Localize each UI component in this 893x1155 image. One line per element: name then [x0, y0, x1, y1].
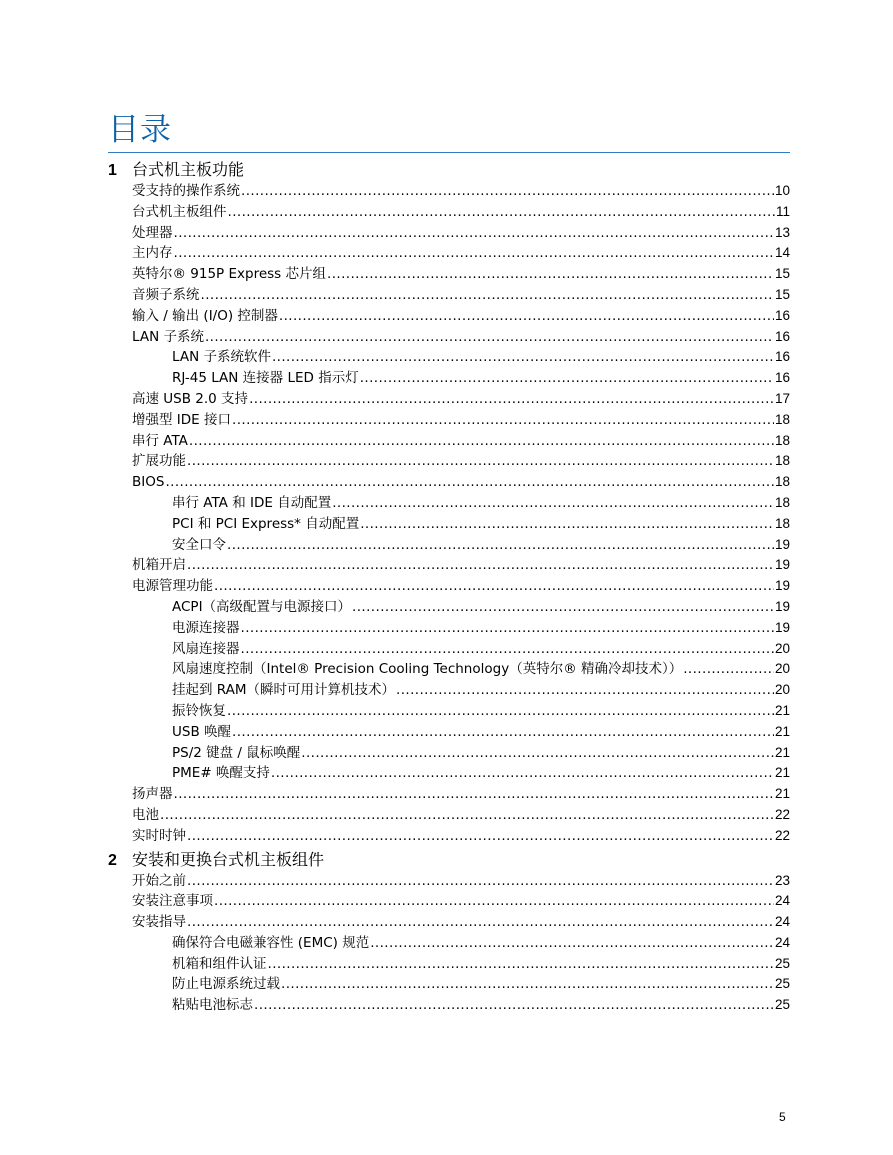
toc-entry-label: 英特尔® 915P Express 芯片组: [132, 266, 326, 283]
toc-entry-label: RJ-45 LAN 连接器 LED 指示灯: [172, 370, 359, 387]
dot-leader: [370, 933, 774, 954]
toc-entry-page: 19: [774, 598, 790, 614]
dot-leader: [271, 763, 774, 784]
toc-entry-page: 24: [774, 934, 790, 950]
toc-entry-page: 18: [774, 453, 790, 469]
toc-entry[interactable]: [108, 223, 790, 244]
toc-entry-page: 19: [774, 578, 790, 594]
dot-leader: [189, 431, 774, 452]
dot-leader: [174, 223, 774, 244]
toc-entry-label: 电源连接器: [172, 619, 240, 636]
toc-entry[interactable]: [108, 933, 790, 954]
toc-entry-page: 13: [774, 224, 790, 240]
dot-leader: [187, 871, 774, 892]
toc-entry-page: 14: [774, 245, 790, 261]
toc-entry-page: 24: [774, 893, 790, 909]
dot-leader: [241, 618, 774, 639]
toc-entry[interactable]: [108, 243, 790, 264]
toc-entry-page: 21: [774, 702, 790, 718]
toc-entry-label: 实时时钟: [132, 827, 186, 844]
toc-entry-page: 23: [774, 872, 790, 888]
toc-entry-page: 18: [774, 432, 790, 448]
dot-leader: [205, 327, 774, 348]
dot-leader: [187, 451, 774, 472]
dot-leader: [214, 891, 774, 912]
title-rule: [108, 152, 790, 153]
toc-entry-page: 21: [774, 723, 790, 739]
toc-entry[interactable]: [108, 202, 790, 223]
dot-leader: [683, 659, 774, 680]
toc-entry-page: 20: [774, 661, 790, 677]
dot-leader: [352, 597, 774, 618]
toc-entry[interactable]: [108, 264, 790, 285]
toc-entry-page: 18: [774, 474, 790, 490]
toc-entry-page: 22: [774, 806, 790, 822]
toc-entry-page: 18: [774, 494, 790, 510]
toc-entry-page: 11: [775, 203, 790, 219]
chapter-number: 2: [108, 851, 117, 869]
toc-entry-label: 扩展功能: [132, 453, 186, 470]
toc-entry[interactable]: [108, 555, 790, 576]
toc-entry-page: 20: [774, 682, 790, 698]
toc-entry-label: 安装指导: [132, 914, 186, 931]
dot-leader: [360, 368, 774, 389]
toc-entry[interactable]: [108, 597, 790, 618]
toc-entry-label: 台式机主板组件: [132, 203, 227, 220]
dot-leader: [174, 784, 774, 805]
toc-entry[interactable]: [108, 826, 790, 847]
chapter-heading[interactable]: [108, 849, 790, 871]
toc-entry-label: PME# 唤醒支持: [172, 765, 270, 782]
toc-entry-label: 主内存: [132, 245, 173, 262]
toc-entry-label: 电源管理功能: [132, 578, 213, 595]
dot-leader: [187, 826, 774, 847]
toc-entry-page: 16: [774, 349, 790, 365]
toc-entry-label: BIOS: [132, 474, 165, 491]
toc-entry[interactable]: [108, 639, 790, 660]
toc-entry-page: 17: [774, 390, 790, 406]
table-of-contents: [108, 159, 790, 1016]
chapter-number: 1: [108, 162, 117, 179]
dot-leader: [254, 995, 774, 1016]
toc-entry-page: 18: [774, 411, 790, 427]
toc-entry-label: 挂起到 RAM（瞬时可用计算机技术）: [172, 682, 396, 699]
toc-entry[interactable]: [108, 871, 790, 892]
dot-leader: [227, 701, 774, 722]
toc-entry[interactable]: [108, 368, 790, 389]
toc-entry-label: 开始之前: [132, 872, 186, 889]
dot-leader: [232, 722, 774, 743]
toc-entry-label: 机箱和组件认证: [172, 955, 267, 972]
toc-entry[interactable]: [108, 472, 790, 493]
toc-entry[interactable]: [108, 389, 790, 410]
toc-entry-page: 25: [774, 976, 790, 992]
toc-entry-page: 21: [774, 765, 790, 781]
toc-entry-page: 19: [774, 557, 790, 573]
chapter-title: 台式机主板功能: [132, 160, 245, 179]
toc-entry[interactable]: [108, 410, 790, 431]
toc-entry-label: 风扇速度控制（Intel® Precision Cooling Technology（英特尔® 精确冷却技术））: [172, 661, 683, 678]
toc-entry-page: 19: [774, 619, 790, 635]
toc-entry[interactable]: [108, 954, 790, 975]
dot-leader: [201, 285, 774, 306]
toc-entry-page: 10: [774, 183, 790, 198]
dot-leader: [332, 493, 774, 514]
toc-entry-label: PCI 和 PCI Express* 自动配置: [172, 515, 360, 532]
toc-entry[interactable]: [108, 431, 790, 452]
toc-entry[interactable]: [108, 493, 790, 514]
toc-entry-label: 扬声器: [132, 786, 173, 803]
dot-leader: [396, 680, 774, 701]
toc-entry-label: LAN 子系统: [132, 328, 204, 345]
toc-entry[interactable]: [108, 763, 790, 784]
dot-leader: [160, 805, 774, 826]
toc-entry[interactable]: [108, 784, 790, 805]
toc-entry[interactable]: [108, 181, 790, 202]
toc-entry[interactable]: [108, 701, 790, 722]
toc-entry-label: LAN 子系统软件: [172, 349, 271, 366]
toc-entry-label: USB 唤醒: [172, 723, 232, 740]
toc-entry[interactable]: [108, 743, 790, 764]
toc-entry-page: 24: [774, 914, 790, 930]
toc-entry-label: 输入 / 输出 (I/O) 控制器: [132, 307, 278, 324]
toc-entry-page: 19: [774, 536, 790, 552]
toc-entry[interactable]: [108, 891, 790, 912]
toc-entry-label: ACPI（高级配置与电源接口）: [172, 598, 352, 615]
toc-entry-label: 串行 ATA 和 IDE 自动配置: [172, 494, 332, 511]
toc-entry-page: 18: [774, 515, 790, 531]
toc-entry[interactable]: [108, 618, 790, 639]
toc-entry-page: 25: [774, 997, 790, 1013]
dot-leader: [232, 410, 774, 431]
toc-entry-label: 处理器: [132, 224, 173, 241]
toc-entry-label: PS/2 键盘 / 鼠标唤醒: [172, 744, 301, 761]
toc-entry[interactable]: [108, 576, 790, 597]
toc-entry[interactable]: [108, 912, 790, 933]
toc-entry-page: 15: [774, 266, 790, 282]
toc-entry[interactable]: [108, 722, 790, 743]
dot-leader: [279, 306, 774, 327]
toc-entry-label: 安装注意事项: [132, 893, 213, 910]
toc-entry-label: 粘贴电池标志: [172, 997, 253, 1014]
toc-entry[interactable]: [108, 659, 790, 680]
toc-entry[interactable]: [108, 535, 790, 556]
toc-entry-page: 21: [774, 786, 790, 802]
toc-entry-label: 风扇连接器: [172, 640, 240, 657]
chapter-title: 安装和更换台式机主板组件: [132, 849, 325, 869]
dot-leader: [327, 264, 774, 285]
page-title: 目录: [108, 112, 172, 148]
toc-entry-label: 串行 ATA: [132, 432, 188, 449]
dot-leader: [174, 243, 774, 264]
dot-leader: [187, 912, 774, 933]
toc-entry-page: 21: [774, 744, 790, 760]
toc-entry-page: 16: [774, 328, 790, 344]
dot-leader: [268, 954, 774, 975]
toc-entry-label: 机箱开启: [132, 557, 186, 574]
toc-entry-page: 22: [774, 827, 790, 843]
dot-leader: [301, 743, 774, 764]
dot-leader: [214, 576, 774, 597]
page-number: 5: [779, 1110, 786, 1124]
toc-entry-label: 增强型 IDE 接口: [132, 411, 231, 428]
toc-entry-label: 电池: [132, 806, 159, 823]
toc-entry-label: 音频子系统: [132, 286, 200, 303]
toc-entry[interactable]: [108, 451, 790, 472]
toc-entry[interactable]: [108, 514, 790, 535]
chapter-heading[interactable]: [108, 159, 790, 181]
toc-entry-page: 16: [774, 307, 790, 323]
dot-leader: [227, 535, 774, 556]
toc-entry-label: 防止电源系统过载: [172, 976, 280, 993]
dot-leader: [241, 639, 774, 660]
toc-entry[interactable]: [108, 285, 790, 306]
toc-entry[interactable]: [108, 995, 790, 1016]
toc-entry[interactable]: [108, 680, 790, 701]
dot-leader: [228, 202, 775, 223]
toc-entry-label: 振铃恢复: [172, 702, 226, 719]
dot-leader: [360, 514, 774, 535]
toc-entry[interactable]: [108, 347, 790, 368]
toc-entry-page: 15: [774, 286, 790, 302]
toc-entry[interactable]: [108, 805, 790, 826]
toc-entry-page: 20: [774, 640, 790, 656]
toc-entry-label: 高速 USB 2.0 支持: [132, 390, 249, 407]
dot-leader: [165, 472, 774, 493]
toc-entry-label: 安全口令: [172, 536, 226, 553]
toc-entry-page: 25: [774, 955, 790, 971]
dot-leader: [241, 181, 774, 202]
toc-entry-label: 确保符合电磁兼容性 (EMC) 规范: [172, 934, 370, 951]
dot-leader: [187, 555, 774, 576]
toc-entry[interactable]: [108, 306, 790, 327]
toc-entry-label: 受支持的操作系统: [132, 183, 240, 199]
toc-entry[interactable]: [108, 974, 790, 995]
toc-entry-page: 16: [774, 370, 790, 386]
toc-entry[interactable]: [108, 327, 790, 348]
dot-leader: [281, 974, 774, 995]
dot-leader: [272, 347, 774, 368]
dot-leader: [249, 389, 774, 410]
